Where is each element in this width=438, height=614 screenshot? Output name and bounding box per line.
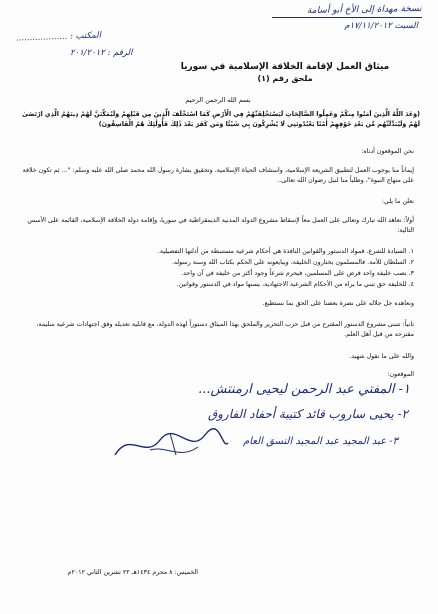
handwritten-ref: الرقم : ٢٠١/٢٠١٢ [70, 48, 133, 58]
signature-1: ١- المفتي عبد الرحمن ليحيى ارمنتش... [198, 382, 410, 397]
signed-label: الموقعون: [387, 371, 414, 378]
document-title: ميثاق العمل لإقامة الخلافة الإسلامية في سوريا [180, 62, 390, 72]
handwritten-note: نسخة مهداة إلى الأخ أبو أسامة [307, 4, 423, 16]
point-4: ٤. للخليفة حق تبني ما يراه من الأحكام الشرعية الاجتهادية، يسنها مواد في الدستور وقوانين. [176, 281, 414, 288]
annex-label: ملحق رقم (١) [257, 74, 313, 83]
signature-2: ٢- يحيى ساروب قائد كتيبة أحفاد الفاروق [207, 407, 408, 421]
second-article: ثانياً: نتبنى مشروع الدستور المقترح من قبل حزب التحرير والملحق بهذا الميثاق دستوراً لهذه الدولة، مع قابلية تعديله وفق اجتهادات شرعية سليمة، مقترحة من قبل أهل العلم. [36, 321, 414, 338]
point-3: ٣. نصب خليفة واحد فرض على المسلمين، فيحرم شرعاً وجود أكثر من خليفة في آن واحد. [181, 270, 414, 277]
quran-verse: (وَعَدَ اللَّهُ الَّذِينَ آمَنُوا مِنكُمْ وَعَمِلُوا الصَّالِحَاتِ لَيَسْتَخْلِفَنَّهُمْ فِي الْأَرْضِ كَمَا اسْتَخْلَفَ الَّذِينَ مِن قَبْلِهِمْ وَلَيُمَكِّنَنَّ لَهُمْ دِينَهُمُ الَّذِي ارْتَضَىٰ لَهُمْ وَلَيُبَدِّلَنَّهُم مِّن بَعْدِ خَوْفِهِمْ أَمْنًا يَعْبُدُونَنِي لَا يُشْرِكُونَ بِي شَيْئًا وَمَن كَفَرَ بَعْدَ ذَٰلِكَ فَأُولَٰئِكَ هُمُ الْفَاسِقُونَ) [22, 111, 420, 128]
handwritten-date: السبت ١٧/١١/٢٠١٢م [344, 21, 418, 31]
pledge-line: ونعاهده جل جلاله على نصرة بعضنا على الحق بما نستطيع. [262, 300, 414, 307]
handwritten-issuer: المكتب : ................... [15, 30, 102, 44]
declare-heading: نعلن ما يلي: [381, 198, 414, 205]
signature-3: ٣- عبد المجيد عبد المجيد النسق العام [243, 436, 398, 447]
footer-date: الخميس: ٨ محرم ١٤٣٤هـ ٢٢ تشرين الثاني ٢٠١٢م [67, 569, 198, 576]
first-article: أولاً: نعاهد الله تبارك وتعالى على العمل معاً لإسقاط مشروع الدولة المدنية الديمقراطية في سوريا، وإقامة دولة الخلافة الإسلامية، القائمة على الأسس التالية: [27, 217, 414, 234]
belief-paragraph: إيماناً منا بوجوب العمل لتطبيق الشريعة الإسلامية، واستئناف الحياة الإسلامية، وتحقيق بشارة رسول الله محمد صلى الله عليه وسلم: "... ثم تكون خلافة على منهاج النبوة"، وطلباً منا لنيل رضوان الله تعالى.. [22, 167, 414, 184]
note-underline [272, 17, 422, 18]
closing-line: والله على ما نقول شهيد. [349, 353, 414, 360]
signers-intro: نحن الموقعون أدناه: [361, 148, 414, 155]
basmala: بسم الله الرحمن الرحيم [185, 96, 251, 104]
point-2: ٢. السلطان للأمة. فالمسلمون يختارون الخليفة، ويبايعونه على الحكم بكتاب الله وسنة رسوله. [171, 259, 414, 266]
point-1: ١. السيادة للشرع. فمواد الدستور والقوانين النافذة هي أحكام شرعية مستنبطة من أدلتها التفصيلية. [157, 248, 414, 255]
signature-scribble [110, 425, 230, 465]
